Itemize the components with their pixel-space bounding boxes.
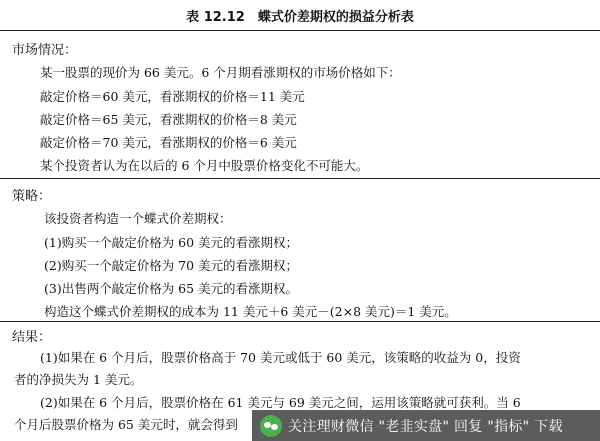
watermark-text: 关注理财微信 "老韭实盘" 回复 "指标" 下载 [288,418,563,435]
top-rule [0,30,600,31]
market-line: 某个投资者认为在以后的 6 个月中股票价格变化不可能大。 [40,158,369,173]
result-line: (2)如果在 6 个月后，股票价格在 61 美元与 69 美元之间，运用该策略就可获利。当 6 [40,395,521,410]
table-title: 表 12.12 蝶式价差期权的损益分析表 [186,10,414,25]
result-line: 者的净损失为 1 美元。 [14,372,143,387]
result-heading: 结果： [12,330,52,345]
market-line: 敲定价格＝60 美元，看涨期权的价格＝11 美元 [40,89,305,104]
market-line: 某一股票的现价为 66 美元。6 个月期看涨期权的市场价格如下： [40,65,401,80]
section-rule [0,321,600,322]
wechat-icon [260,415,282,437]
strategy-line: 该投资者构造一个蝶式价差期权： [44,211,232,226]
watermark-banner [252,410,600,441]
result-line: (1)如果在 6 个月后，股票价格高于 70 美元或低于 60 美元，该策略的收益为 0，投资 [40,350,521,365]
strategy-line: 构造这个蝶式价差期权的成本为 11 美元＋6 美元－(2×8 美元)＝1 美元。 [44,304,457,319]
strategy-line: (2)购买一个敲定价格为 70 美元的看涨期权； [44,258,299,273]
market-line: 敲定价格＝70 美元，看涨期权的价格＝6 美元 [40,135,297,150]
strategy-line: (1)购买一个敲定价格为 60 美元的看涨期权； [44,235,299,250]
market-heading: 市场情况： [12,43,78,58]
section-rule [0,178,600,179]
strategy-line: (3)出售两个敲定价格为 65 美元的看涨期权。 [44,281,299,296]
result-line: 个月后股票价格为 65 美元时，就会得到 [14,417,238,432]
market-line: 敲定价格＝65 美元，看涨期权的价格＝8 美元 [40,112,297,127]
strategy-heading: 策略： [12,189,52,204]
